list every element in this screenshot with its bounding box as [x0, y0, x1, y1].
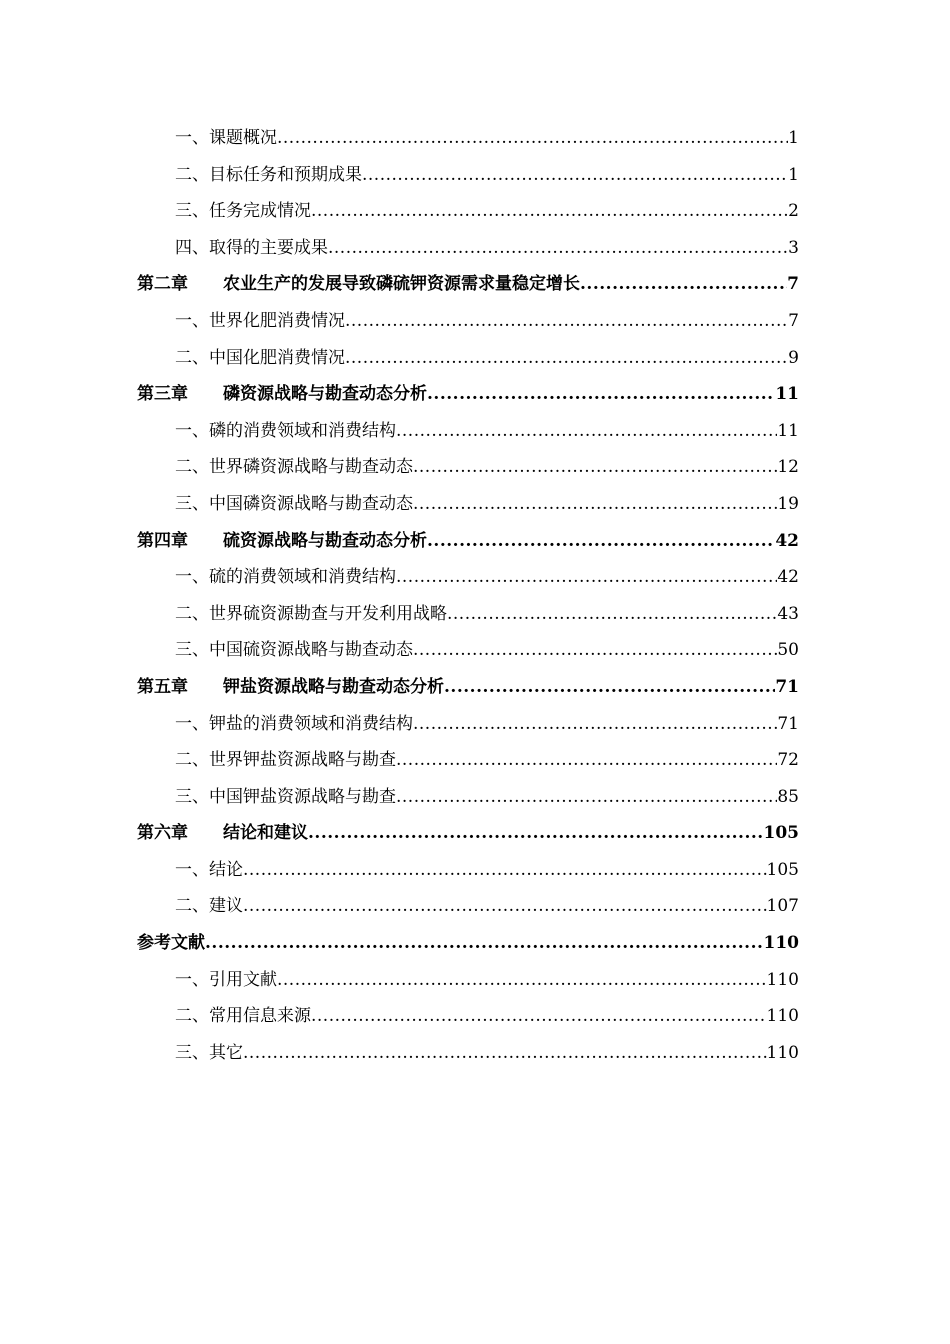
toc-entry-page: 105: [766, 859, 799, 880]
dot-leader: [413, 632, 777, 669]
toc-entry-section[interactable]: [137, 962, 799, 999]
toc-entry-page: 110: [766, 1042, 799, 1063]
toc-entry-section[interactable]: [137, 706, 799, 743]
dot-leader: [311, 193, 788, 230]
toc-entry-page: 110: [766, 969, 799, 990]
chapter-number: 第四章: [137, 530, 188, 551]
dot-leader: [427, 376, 775, 413]
chapter-number: 第二章: [137, 274, 188, 295]
toc-entry-title: 二、世界钾盐资源战略与勘查: [175, 750, 396, 771]
toc-entry-page: 71: [775, 676, 799, 697]
toc-entry-section[interactable]: [137, 742, 799, 779]
toc-entry-chapter[interactable]: [137, 925, 799, 962]
toc-entry-page: 11: [775, 384, 799, 405]
dot-leader: [444, 669, 775, 706]
toc-entry-page: 50: [777, 640, 799, 661]
toc-entry-title: 三、其它: [175, 1042, 243, 1063]
chapter-title: 参考文献: [137, 933, 205, 954]
toc-entry-title: 四、取得的主要成果: [175, 237, 328, 258]
toc-entry-title: 三、任务完成情况: [175, 201, 311, 222]
toc-entry-title: 一、世界化肥消费情况: [175, 310, 345, 331]
toc-entry-page: 107: [766, 896, 799, 917]
toc-entry-title: 二、目标任务和预期成果: [175, 164, 362, 185]
toc-entry-page: 42: [775, 530, 799, 551]
toc-entry-section[interactable]: [137, 120, 799, 157]
toc-entry-title: 二、建议: [175, 896, 243, 917]
toc-entry-page: 1: [788, 164, 799, 185]
dot-leader: [243, 1035, 767, 1072]
toc-entry-chapter[interactable]: [137, 669, 799, 706]
toc-entry-page: 19: [777, 493, 799, 514]
dot-leader: [413, 449, 777, 486]
toc-entry-title: 一、课题概况: [175, 128, 277, 148]
dot-leader: [328, 230, 788, 267]
dot-leader: [277, 962, 767, 999]
toc-entry-section[interactable]: [137, 486, 799, 523]
toc-entry-page: 71: [777, 713, 799, 734]
dot-leader: [447, 596, 777, 633]
toc-entry-page: 7: [787, 274, 799, 295]
toc-entry-page: 11: [777, 420, 799, 441]
chapter-title: 农业生产的发展导致磷硫钾资源需求量稳定增长: [223, 274, 580, 295]
toc-entry-section[interactable]: [137, 193, 799, 230]
dot-leader: [308, 815, 764, 852]
toc-entry-section[interactable]: [137, 157, 799, 194]
toc-entry-title: 一、结论: [175, 859, 243, 880]
toc-entry-title: 一、钾盐的消费领域和消费结构: [175, 713, 413, 734]
dot-leader: [413, 706, 777, 743]
dot-leader: [311, 998, 767, 1035]
toc-entry-section[interactable]: [137, 596, 799, 633]
toc-entry-section[interactable]: [137, 230, 799, 267]
dot-leader: [413, 486, 777, 523]
toc-entry-title: 三、中国磷资源战略与勘查动态: [175, 493, 413, 514]
toc-entry-page: 3: [788, 237, 799, 258]
toc-entry-label: [137, 815, 308, 852]
chapter-title: 硫资源战略与勘查动态分析: [223, 530, 427, 551]
toc-entry-section[interactable]: [137, 632, 799, 669]
dot-leader: [277, 120, 788, 157]
toc-entry-title: 二、中国化肥消费情况: [175, 347, 345, 368]
toc-entry-section[interactable]: [137, 303, 799, 340]
dot-leader: [345, 303, 788, 340]
table-of-contents: [137, 120, 799, 1071]
dot-leader: [205, 925, 764, 962]
toc-entry-page: 110: [763, 933, 799, 954]
toc-entry-chapter[interactable]: [137, 266, 799, 303]
toc-entry-page: 12: [777, 457, 799, 478]
dot-leader: [396, 779, 777, 816]
toc-entry-title: 一、引用文献: [175, 969, 277, 990]
toc-entry-title: 三、中国钾盐资源战略与勘查: [175, 786, 396, 807]
toc-entry-section[interactable]: [137, 1035, 799, 1072]
toc-entry-label: [137, 523, 427, 560]
toc-entry-chapter[interactable]: [137, 523, 799, 560]
toc-entry-page: 110: [766, 1006, 799, 1027]
toc-entry-page: 9: [788, 347, 799, 368]
chapter-title: 结论和建议: [223, 823, 308, 844]
toc-entry-label: [137, 925, 205, 962]
toc-entry-title: 三、中国硫资源战略与勘查动态: [175, 640, 413, 661]
toc-entry-section[interactable]: [137, 779, 799, 816]
toc-entry-title: 一、硫的消费领域和消费结构: [175, 567, 396, 588]
toc-entry-title: 二、常用信息来源: [175, 1006, 311, 1027]
toc-entry-page: 43: [777, 603, 799, 624]
toc-entry-label: [137, 376, 427, 413]
toc-entry-page: 42: [777, 567, 799, 588]
toc-entry-title: 二、世界硫资源勘查与开发利用战略: [175, 603, 447, 624]
toc-entry-chapter[interactable]: [137, 815, 799, 852]
toc-entry-title: 一、磷的消费领域和消费结构: [175, 420, 396, 441]
dot-leader: [580, 266, 787, 303]
toc-entry-page: 85: [777, 786, 799, 807]
toc-entry-page: 2: [788, 201, 799, 222]
toc-entry-section[interactable]: [137, 340, 799, 377]
dot-leader: [427, 523, 775, 560]
dot-leader: [362, 157, 788, 194]
toc-entry-section[interactable]: [137, 888, 799, 925]
dot-leader: [345, 340, 788, 377]
dot-leader: [243, 888, 767, 925]
toc-entry-label: [137, 669, 444, 706]
toc-entry-title: 二、世界磷资源战略与勘查动态: [175, 457, 413, 478]
toc-entry-section[interactable]: [137, 559, 799, 596]
dot-leader: [396, 559, 777, 596]
toc-entry-section[interactable]: [137, 998, 799, 1035]
chapter-number: 第五章: [137, 676, 188, 697]
chapter-title: 磷资源战略与勘查动态分析: [223, 384, 427, 405]
toc-entry-page: 7: [788, 310, 799, 331]
toc-entry-section[interactable]: [137, 413, 799, 450]
toc-entry-page: 105: [763, 823, 799, 844]
dot-leader: [396, 742, 777, 779]
chapter-title: 钾盐资源战略与勘查动态分析: [223, 676, 444, 697]
toc-entry-label: [137, 266, 580, 303]
chapter-number: 第六章: [137, 823, 188, 844]
toc-entry-page: 1: [788, 128, 799, 148]
toc-entry-section[interactable]: [137, 852, 799, 889]
toc-entry-chapter[interactable]: [137, 376, 799, 413]
dot-leader: [396, 413, 777, 450]
chapter-number: 第三章: [137, 384, 188, 405]
toc-entry-section[interactable]: [137, 449, 799, 486]
dot-leader: [243, 852, 767, 889]
toc-entry-page: 72: [777, 750, 799, 771]
